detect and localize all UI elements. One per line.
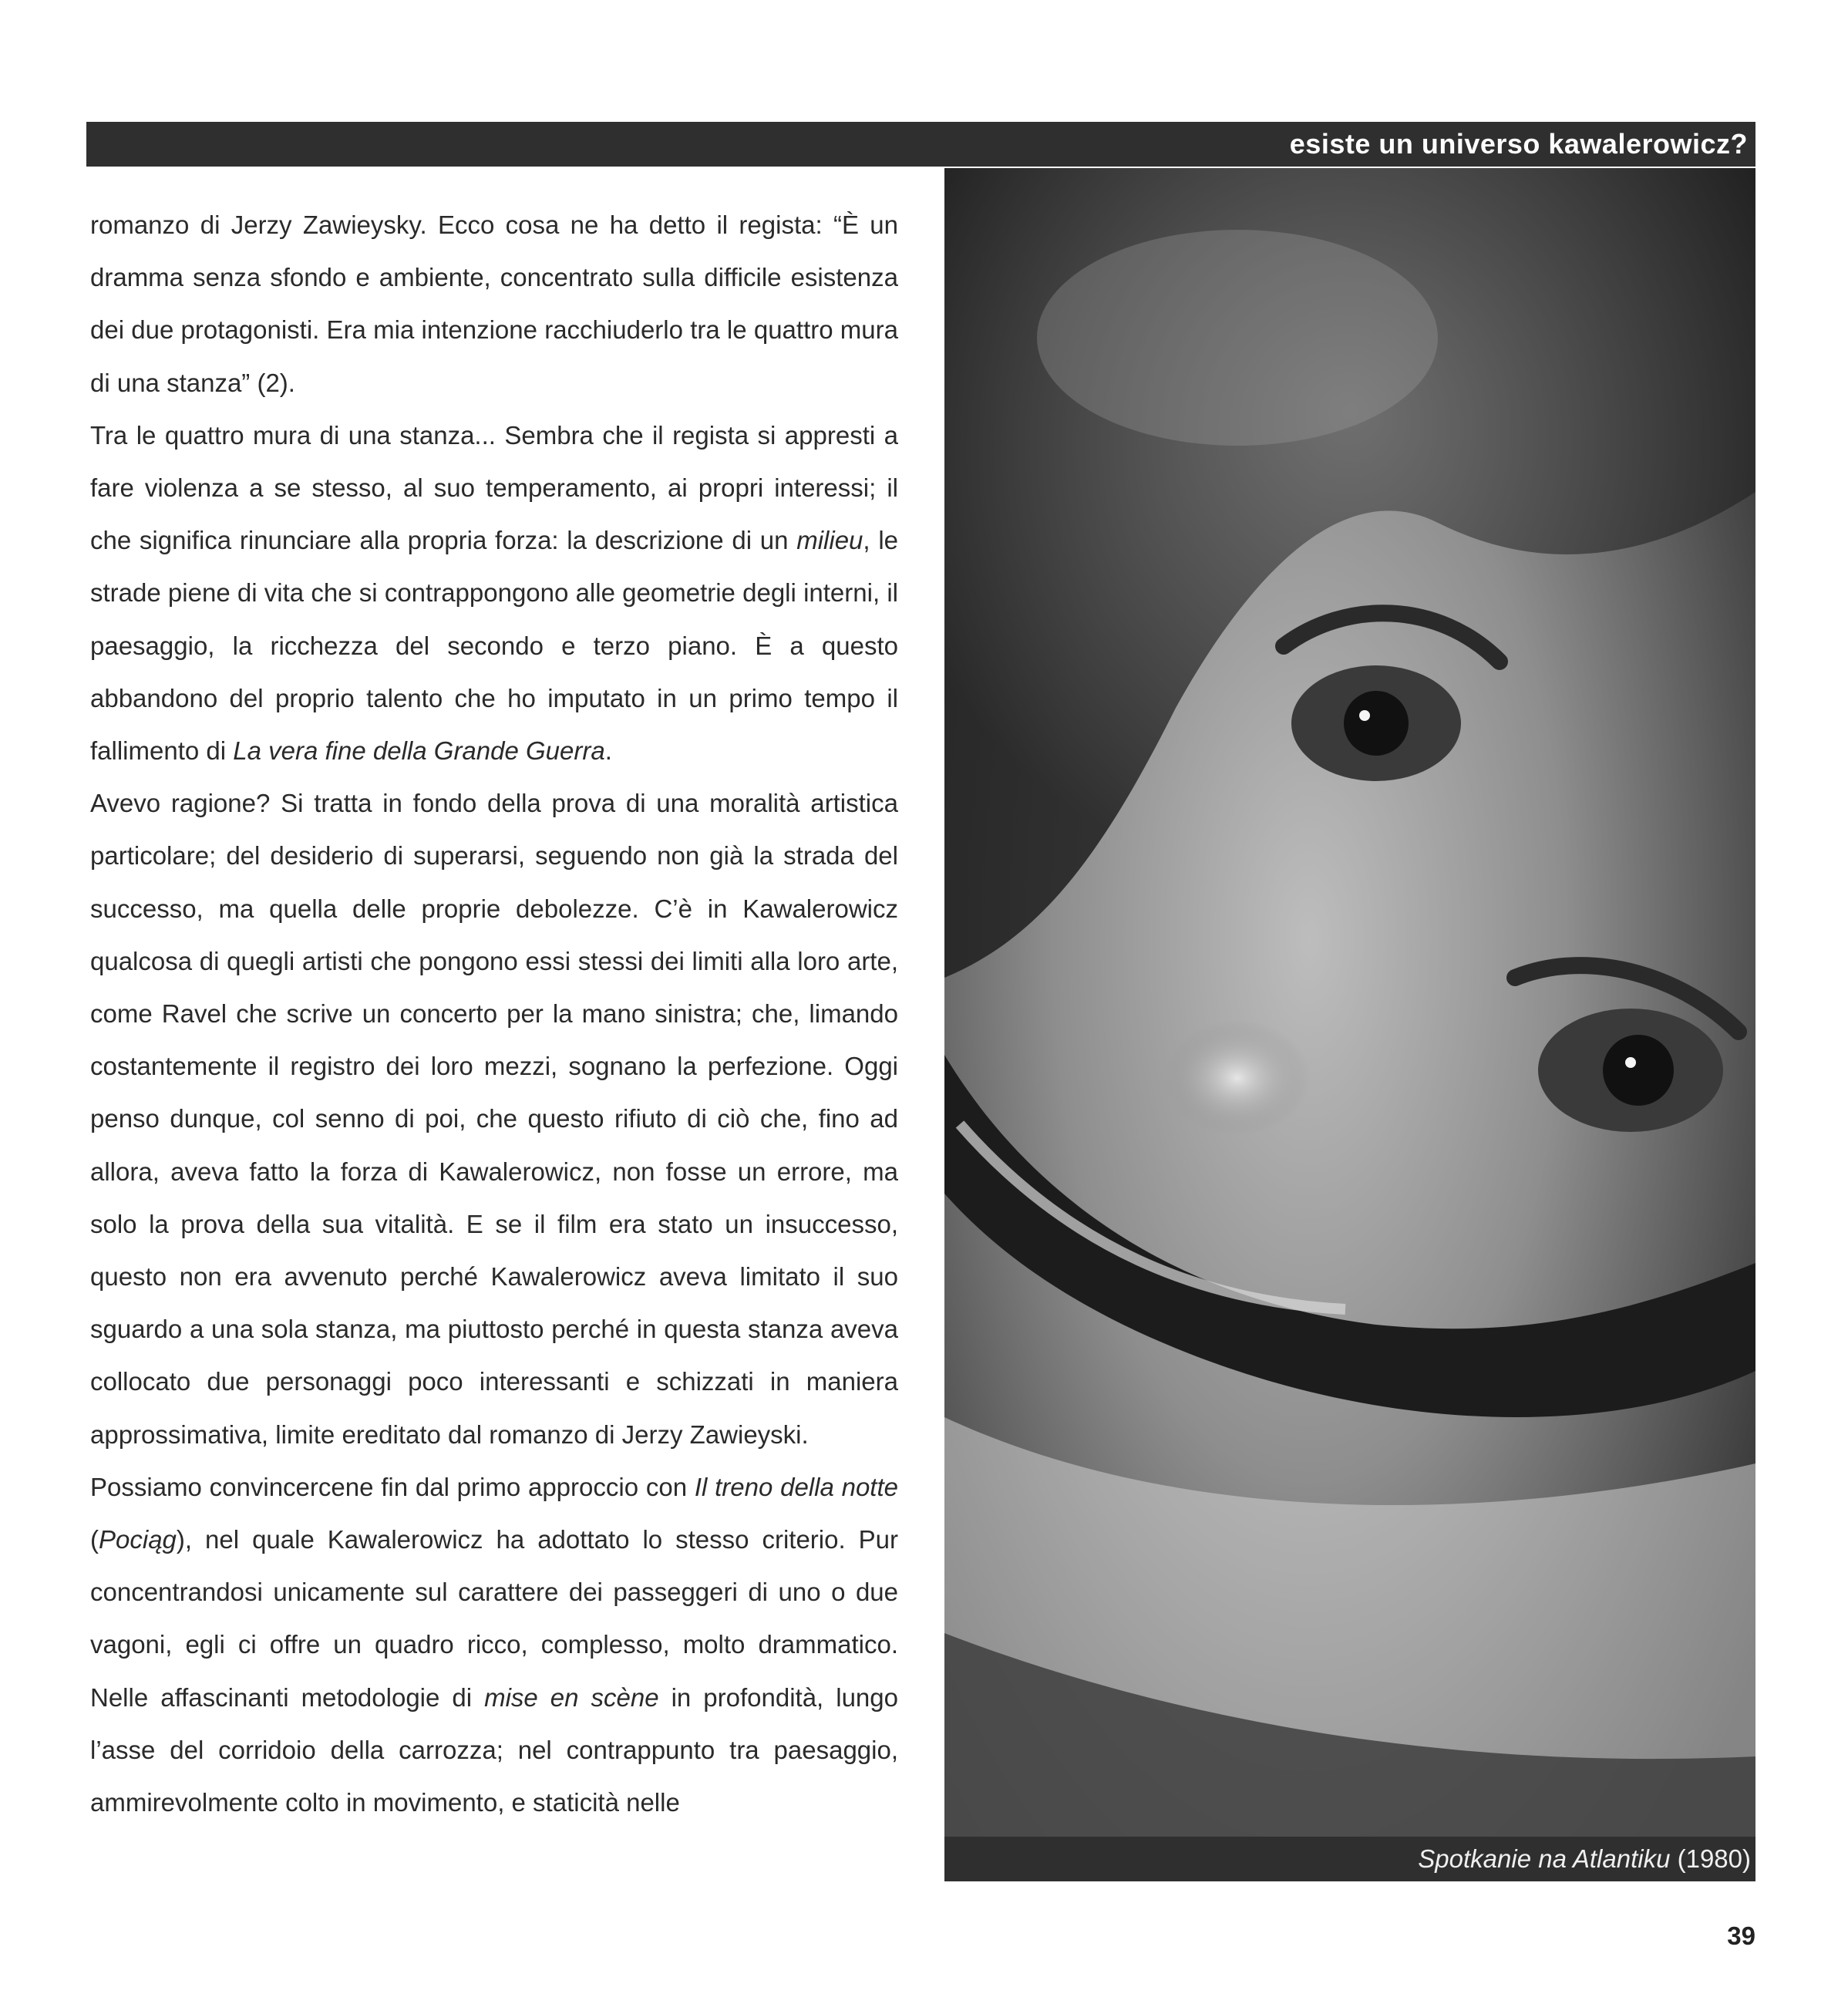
original-title: Pociąg [99, 1525, 177, 1554]
caption-year: (1980) [1670, 1844, 1751, 1873]
film-title: La vera fine della Grande Guerra [233, 736, 605, 766]
caption-film-title: Spotkanie na Atlantiku [1418, 1844, 1671, 1873]
paragraph: romanzo di Jerzy Zawieysky. Ecco cosa ne ha detto il regista: “È un dramma senza sfondo e ambiente, concentrato sulla difficile esistenza dei due protagonisti. Era mia intenzione racchiuderlo tra le quattro mura di una stanza” (2). [90, 210, 898, 397]
paragraph: Possiamo convincercene fin dal primo approccio con Il treno della notte (Pociąg), nel quale Kawalerowicz ha adottato lo stesso criterio. Pur concentrandosi unicamente sul carattere dei passeggeri di uno o due vagoni, egli ci offre un quadro ricco, complesso, molto drammatico. Nelle affascinanti metodologie di mise en scène in profondità, lungo l’asse del corridoio della carrozza; nel contrappunto tra paesaggio, ammirevolmente colto in movimento, e staticità nelle [90, 1472, 898, 1817]
film-title: Il treno della notte [694, 1472, 898, 1501]
page-number: 39 [1727, 1921, 1755, 1950]
film-still-photo [944, 168, 1755, 1881]
photo-caption-bar [944, 1837, 1755, 1881]
paragraph: Tra le quattro mura di una stanza... Sembra che il regista si appresti a fare violenza a se stesso, al suo temperamento, ai propri interessi; il che significa rinunciare alla propria forza: la descrizione di un milieu, le strade piene di vita che si contrappongono alle geometrie degli interni, il paesaggio, la ricchezza del secondo e terzo piano. È a questo abbandono del proprio talento che ho imputato in un primo tempo il fallimento di La vera fine della Grande Guerra. [90, 420, 899, 766]
photo-caption [1418, 1840, 1751, 1878]
italic-term: milieu [796, 526, 863, 555]
italic-term: mise en scène [484, 1682, 659, 1712]
running-title: esiste un universo kawalerowicz? [1289, 128, 1748, 160]
running-header-bar [86, 122, 1755, 167]
portrait-illustration [944, 168, 1755, 1881]
body-text-column [90, 199, 898, 1829]
paragraph: Avevo ragione? Si tratta in fondo della prova di una moralità artistica particolare; del desiderio di superarsi, seguendo non già la strada del successo, ma quella delle proprie debolezze. C’è in Kawalerowicz qualcosa di quegli artisti che pongono essi stessi dei limiti alla loro arte, come Ravel che scrive un concerto per la mano sinistra; che, limando costantemente il registro dei loro mezzi, sognano la perfezione. Oggi penso dunque, col senno di poi, che questo rifiuto di ciò che, fino ad allora, aveva fatto la forza di Kawalerowicz, non fosse un errore, ma solo la prova della sua vitalità. E se il film era stato un insuccesso, questo non era avvenuto perché Kawalerowicz aveva limitato il suo sguardo a una sola stanza, ma piuttosto perché in questa stanza aveva collocato due personaggi poco interessanti e schizzati in maniera approssimativa, limite ereditato dal romanzo di Jerzy Zawieyski. [90, 789, 898, 1449]
